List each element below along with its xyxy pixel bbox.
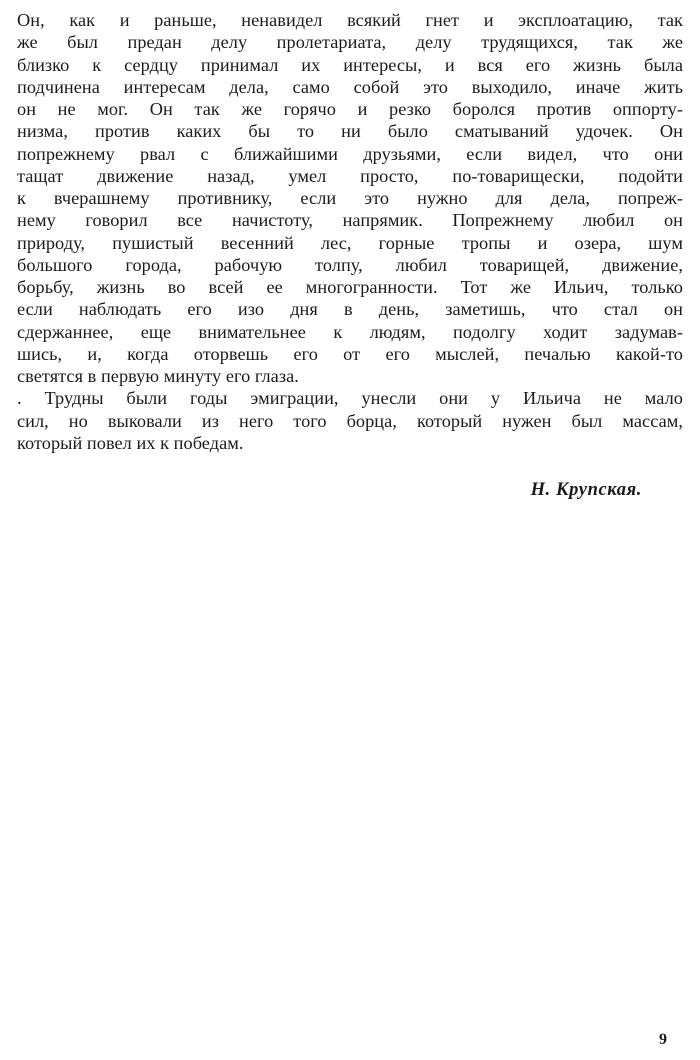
text-line: он не мог. Он так же горячо и резко боролся против оппорту- bbox=[17, 99, 683, 119]
text-line: Он, как и раньше, ненавидел всякий гнет и эксплоатацию, так bbox=[17, 10, 683, 30]
text-line: если наблюдать его изо дня в день, заметишь, что стал он bbox=[17, 299, 683, 320]
text-line: . Трудны были годы эмиграции, унесли они у Ильича не мало bbox=[17, 388, 683, 409]
text-line: низма, против каких бы то ни было сматываний удочек. Он bbox=[17, 121, 683, 142]
text-line: шись, и, когда оторвешь его от его мыслей, печалью какой-то bbox=[17, 343, 683, 364]
text-line: подчинена интересам дела, само собой это выходило, иначе жить bbox=[17, 76, 683, 97]
text-line: который повел их к победам. bbox=[17, 432, 244, 453]
text-line: нему говорил все начистоту, напрямик. Попрежнему любил он bbox=[17, 210, 683, 231]
text-line: тащат движение назад, умел просто, по-товарищески, подойти bbox=[17, 165, 683, 186]
text-line: попрежнему рвал с ближайшими друзьями, если видел, что они bbox=[17, 143, 683, 164]
text-line: борьбу, жизнь во всей ее многогранности. Тот же Ильич, только bbox=[17, 277, 683, 297]
body-text bbox=[17, 9, 683, 454]
text-line: же был предан делу пролетариата, делу трудящихся, так же bbox=[17, 32, 683, 53]
text-line: сдержаннее, еще внимательнее к людям, подолгу ходит задумав- bbox=[17, 321, 683, 342]
text-line: большого города, рабочую толпу, любил товарищей, движение, bbox=[17, 254, 683, 275]
text-line: сил, но выковали из него того борца, который нужен был массам, bbox=[17, 410, 683, 431]
page-number: 9 bbox=[659, 1031, 667, 1048]
text-line: природу, пушистый весенний лес, горные тропы и озера, шум bbox=[17, 232, 683, 253]
text-line: к вчерашнему противнику, если это нужно для дела, попреж- bbox=[17, 188, 683, 208]
text-line: близко к сердцу принимал их интересы, и вся его жизнь была bbox=[17, 54, 683, 75]
text-line: светятся в первую минуту его глаза. bbox=[17, 366, 299, 386]
author-signature: Н. Крупская. bbox=[530, 480, 642, 500]
